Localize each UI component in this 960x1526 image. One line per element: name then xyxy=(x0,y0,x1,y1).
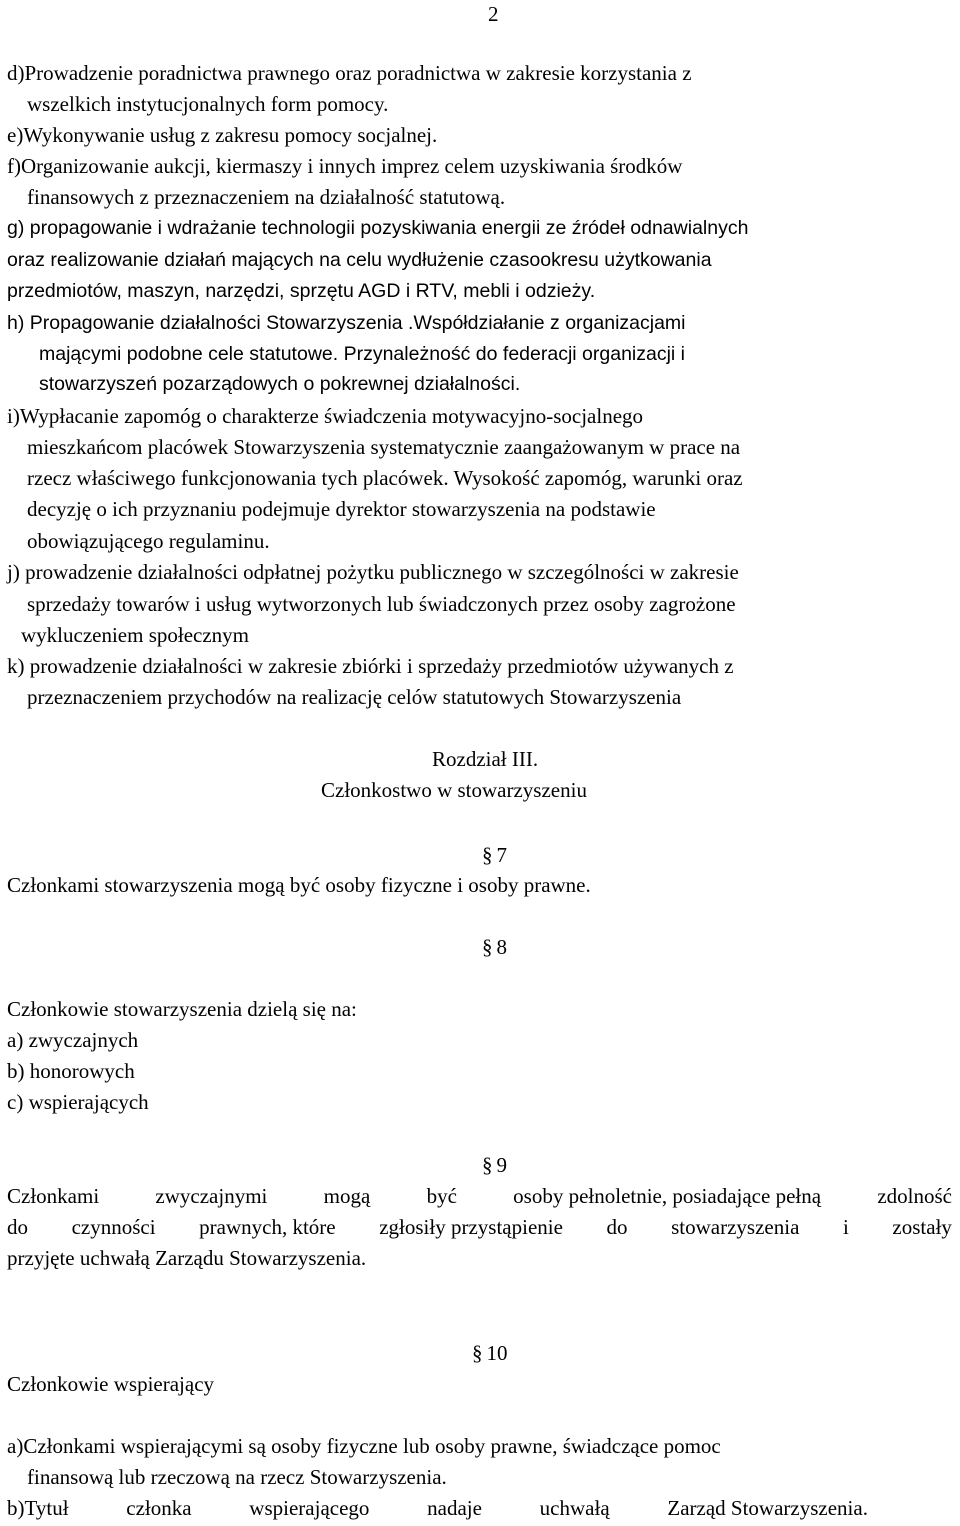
section-number: 10 xyxy=(486,1341,508,1365)
item-d-line-2: wszelkich instytucjonalnych form pomocy. xyxy=(27,92,389,116)
item-f-line-2: finansowych z przeznaczeniem na działalność statutową. xyxy=(27,185,506,209)
section-symbol: § xyxy=(482,935,493,959)
item-e-line-1: e)Wykonywanie usług z zakresu pomocy socjalnej. xyxy=(7,123,438,147)
section-10-heading xyxy=(472,1341,508,1365)
word: osoby pełnoletnie, posiadające pełną xyxy=(513,1184,822,1208)
item-j-line-3: wykluczeniem społecznym xyxy=(21,623,250,647)
item-i-line-5: obowiązującego regulaminu. xyxy=(27,529,270,553)
item-i-line-1: i)Wypłacanie zapomóg o charakterze świadczenia motywacyjno-socjalnego xyxy=(7,404,644,428)
item-i-line-4: decyzję o ich przyznaniu podejmuje dyrektor stowarzyszenia na podstawie xyxy=(27,497,656,521)
item-j-line-1: j) prowadzenie działalności odpłatnej pożytku publicznego w szczególności w zakresie xyxy=(7,560,739,584)
section-10-title: Członkowie wspierający xyxy=(7,1372,215,1396)
section-10-a-line-1: a)Członkami wspierającymi są osoby fizyczne lub osoby prawne, świadczące pomoc xyxy=(7,1434,721,1458)
item-i-line-2: mieszkańcom placówek Stowarzyszenia systematycznie zaangażowanym w prace na xyxy=(27,435,741,459)
word: do xyxy=(606,1215,628,1239)
word: i xyxy=(842,1215,849,1239)
word: czynności xyxy=(71,1215,156,1239)
word: zgłosiły przystąpienie xyxy=(379,1215,563,1239)
item-k-line-2: przeznaczeniem przychodów na realizację celów statutowych Stowarzyszenia xyxy=(27,685,682,709)
word: uchwałą xyxy=(539,1496,610,1520)
section-8-item-a: a) zwyczajnych xyxy=(7,1028,139,1052)
item-h-line-3: stowarzyszeń pozarządowych o pokrewnej działalności. xyxy=(39,373,521,395)
section-10-b-line xyxy=(7,1496,868,1520)
word: członka xyxy=(126,1496,192,1520)
word: zdolność xyxy=(877,1184,952,1208)
item-d-line-1: d)Prowadzenie poradnictwa prawnego oraz poradnictwa w zakresie korzystania z xyxy=(7,61,692,85)
item-i-line-3: rzecz właściwego funkcjonowania tych placówek. Wysokość zapomóg, warunki oraz xyxy=(27,466,743,490)
item-h-line-1: h) Propagowanie działalności Stowarzyszenia .Współdziałanie z organizacjami xyxy=(7,312,686,334)
section-8-intro: Członkowie stowarzyszenia dzielą się na: xyxy=(7,997,357,1021)
chapter-title: Rozdział III. xyxy=(432,747,539,771)
section-9-line-1 xyxy=(7,1184,952,1208)
section-number: 7 xyxy=(496,843,507,867)
section-7-heading xyxy=(482,843,507,867)
section-8-heading xyxy=(482,935,507,959)
word: prawnych, które xyxy=(199,1215,336,1239)
section-10-a-line-2: finansową lub rzeczową na rzecz Stowarzyszenia. xyxy=(27,1465,447,1489)
item-f-line-1: f)Organizowanie aukcji, kiermaszy i innych imprez celem uzyskiwania środków xyxy=(7,154,683,178)
chapter-subtitle: Członkostwo w stowarzyszeniu xyxy=(321,778,587,802)
item-g-line-2: oraz realizowanie działań mających na celu wydłużenie czasookresu użytkowania xyxy=(7,249,712,271)
word: być xyxy=(426,1184,457,1208)
section-9-line-3: przyjęte uchwałą Zarządu Stowarzyszenia. xyxy=(7,1246,367,1270)
word: b)Tytuł xyxy=(7,1496,69,1520)
word: stowarzyszenia xyxy=(671,1215,800,1239)
item-h-line-2: mającymi podobne cele statutowe. Przynależność do federacji organizacji i xyxy=(39,343,686,365)
item-j-line-2: sprzedaży towarów i usług wytworzonych lub świadczonych przez osoby zagrożone xyxy=(27,592,736,616)
item-g-line-1: g) propagowanie i wdrażanie technologii pozyskiwania energii ze źródeł odnawialnych xyxy=(7,217,749,239)
page-number: 2 xyxy=(488,2,499,26)
section-8-item-c: c) wspierających xyxy=(7,1090,149,1114)
section-9-heading xyxy=(482,1153,507,1177)
section-number: 9 xyxy=(496,1153,507,1177)
section-symbol: § xyxy=(482,843,493,867)
word: Zarząd Stowarzyszenia. xyxy=(667,1496,868,1520)
word: zwyczajnymi xyxy=(155,1184,268,1208)
word: nadaje xyxy=(427,1496,482,1520)
word: zostały xyxy=(892,1215,952,1239)
item-k-line-1: k) prowadzenie działalności w zakresie zbiórki i sprzedaży przedmiotów używanych z xyxy=(7,654,734,678)
section-symbol: § xyxy=(472,1341,483,1365)
word: mogą xyxy=(323,1184,371,1208)
section-9-line-2 xyxy=(7,1215,952,1239)
word: do xyxy=(7,1215,28,1239)
section-symbol: § xyxy=(482,1153,493,1177)
section-7-text: Członkami stowarzyszenia mogą być osoby fizyczne i osoby prawne. xyxy=(7,873,591,897)
item-g-line-3: przedmiotów, maszyn, narzędzi, sprzętu AGD i RTV, mebli i odzieży. xyxy=(7,280,596,302)
word: wspierającego xyxy=(249,1496,370,1520)
section-8-item-b: b) honorowych xyxy=(7,1059,135,1083)
word: Członkami xyxy=(7,1184,100,1208)
section-number: 8 xyxy=(496,935,507,959)
